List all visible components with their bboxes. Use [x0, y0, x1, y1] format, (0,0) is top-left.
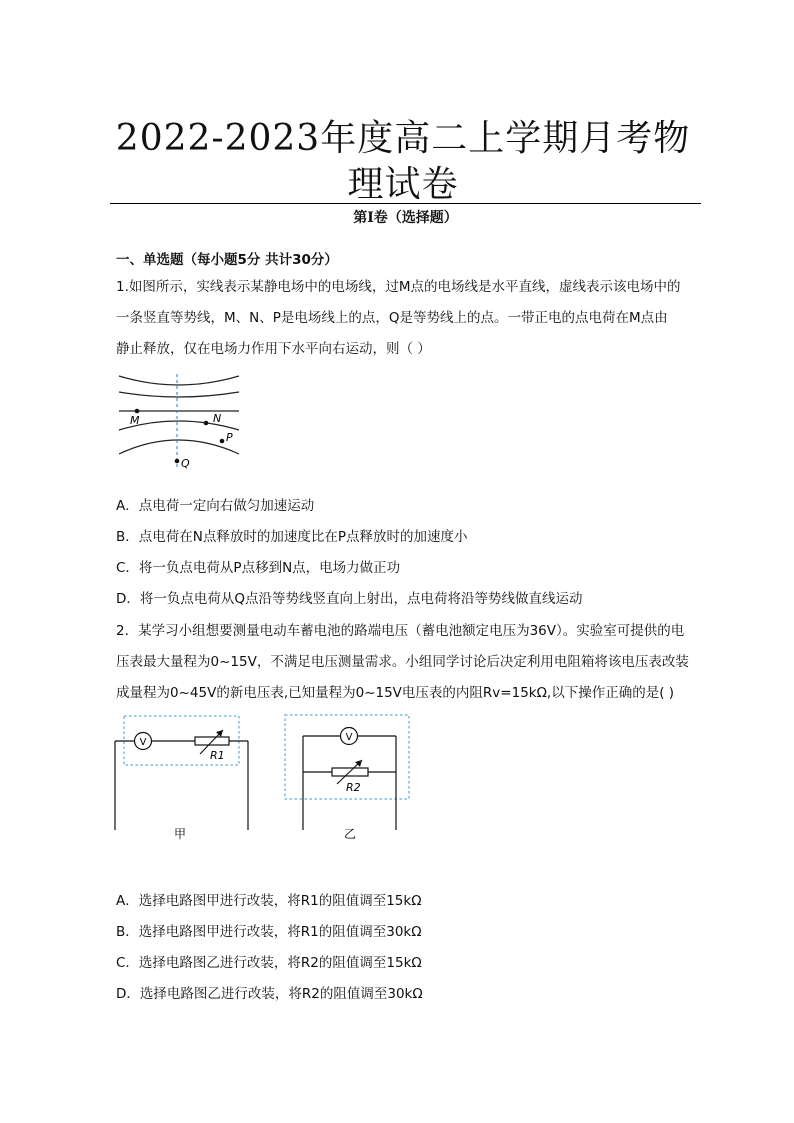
- volume-heading: 第Ⅰ卷（选择题）: [353, 210, 458, 226]
- section-heading: 一、单选题（每小题5分 共计30分）: [116, 252, 338, 268]
- exam-title: 2022-2023年度高二上学期月考物理试卷: [115, 118, 691, 205]
- circuit-caption-jia: 甲: [173, 827, 187, 841]
- voltmeter-label-jia: V: [139, 737, 147, 748]
- resistor-label-r2: R2: [346, 781, 361, 794]
- q1-stem-line-2: 一条竖直等势线，M、N、P是电场线上的点，Q是等势线上的点。一带正电的点电荷在M点由: [116, 310, 668, 326]
- label-p: P: [226, 431, 233, 444]
- q2-stem-line-3: 成量程为0~45V的新电压表,已知量程为0~15V电压表的内阻Rv=15kΩ,以下操作正确的是( ): [116, 685, 675, 701]
- q1-stem-line-3: 静止释放，仅在电场力作用下水平向右运动，则（ ）: [116, 341, 431, 357]
- resistor-label-r1: R1: [210, 749, 225, 762]
- label-q: Q: [181, 457, 190, 470]
- voltmeter-label-yi: V: [345, 732, 353, 743]
- electric-field-figure: [112, 368, 247, 476]
- q1-option-d: D．将一负点电荷从Q点沿等势线竖直向上射出，点电荷将沿等势线做直线运动: [116, 591, 583, 607]
- q2-option-b: B．选择电路图甲进行改装，将R1的阻值调至30kΩ: [116, 924, 422, 940]
- q1-option-b: B．点电荷在N点释放时的加速度比在P点释放时的加速度小: [116, 529, 468, 545]
- circuit-caption-yi: 乙: [343, 827, 357, 841]
- q1-stem-line-1: 1.如图所示，实线表示某静电场中的电场线，过M点的电场线是水平直线，虚线表示该电场中的: [116, 279, 681, 295]
- q1-option-a: A．点电荷一定向右做匀加速运动: [116, 498, 315, 514]
- circuit-diagram-jia: [110, 712, 260, 847]
- label-n: N: [213, 412, 222, 425]
- q2-stem-line-1: 2．某学习小组想要测量电动车蓄电池的路端电压（蓄电池额定电压为36V）。实验室可提供的电: [116, 623, 685, 639]
- q2-stem-line-2: 压表最大量程为0~15V，不满足电压测量需求。小组同学讨论后决定利用电阻箱将该电压表改装: [116, 654, 689, 670]
- label-m: M: [130, 414, 140, 427]
- q2-option-c: C．选择电路图乙进行改装，将R2的阻值调至15kΩ: [116, 955, 422, 971]
- circuit-diagram-yi: [280, 712, 415, 847]
- q2-option-a: A．选择电路图甲进行改装，将R1的阻值调至15kΩ: [116, 893, 422, 909]
- title-divider: [110, 203, 701, 204]
- q2-option-d: D．选择电路图乙进行改装，将R2的阻值调至30kΩ: [116, 986, 423, 1002]
- q1-option-c: C．将一负点电荷从P点移到N点，电场力做正功: [116, 560, 401, 576]
